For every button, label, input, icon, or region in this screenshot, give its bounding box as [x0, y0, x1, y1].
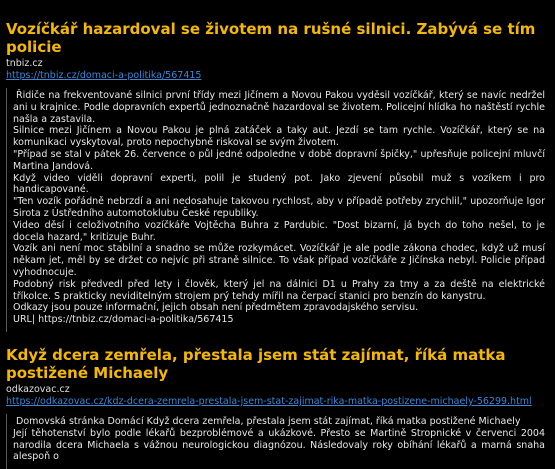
article-source: odkazovac.cz: [6, 383, 70, 395]
paragraph: Její těhotenství bylo podle lékařů bezproblémové a ukázkové. Přesto se Martině Stropnické v červenci 2004 narodila dcera Michaela s vážnou neurologickou diagnózou. Následovaly roky obíhání lékařů a marná snaha alespoň o: [13, 427, 545, 463]
paragraph-url: URL| https://tnbiz.cz/domaci-a-politika/567415: [13, 314, 234, 326]
article-body: [6, 88, 551, 332]
article-title: Vozíčkář hazardoval se životem na rušné silnici. Zabývá se tím policie: [6, 20, 536, 56]
paragraph: Vozík ani není moc stabilní a snadno se může rozkymácet. Vozíčkář je ale podle zákona chodec, když už musí někam jet, měl by se držet co nejvíc při straně silnice. To však případ vozíčkáře z Jičínska nebyl. Policie případ vyhodnocuje.: [13, 243, 545, 278]
article-title: Když dcera zemřela, přestala jsem stát zajímat, říká matka postižené Michaely: [6, 345, 506, 382]
paragraph: "Případ se stal v pátek 26. července o půl jedné odpoledne v době dopravní špičky," upřesňuje policejní mluvčí Martina Jandová.: [13, 148, 545, 172]
paragraph: Řidiče na frekventované silnici první třídy mezi Jičínem a Novou Pakou vyděsil vozíčkář, který se navíc nedržel ani u krajnice. Podle dopravních expertů jednoznačně hazardoval se životem. Policejní hlídka ho naštěstí rychle našla a zastavila.: [13, 90, 545, 125]
article-2: [0, 332, 555, 469]
paragraph: Silnice mezi Jičínem a Novou Pakou je plná zatáček a taky aut. Jezdí se tam rychle. Vozíčkář, který se na komunikaci vyskytoval, proto nepochybně riskoval se svým životem.: [13, 125, 545, 149]
paragraph: Když video viděli dopravní experti, polil je studený pot. Jako zjevení působil muž s vozíkem i pro handicapované.: [13, 172, 545, 196]
article-link[interactable]: https://odkazovac.cz/kdz-dcera-zemrela-prestala-jsem-stat-zajimat-rika-matka-postizene-michaely-56299.html: [6, 395, 532, 407]
paragraph: "Ten vozík pořádně nebrzdí a ani nedosahuje takovou rychlost, aby v případě potřeby zrychlil," upozorňuje Igor Sirota z Ústředního automotoklubu České republiky.: [13, 196, 545, 219]
paragraph: Video děsí i celoživotního vozíčkáře Vojtěcha Buhra z Pardubic. "Dost bizarní, já bych do toho nešel, to je docela hazard," kritizuje Buhr.: [13, 219, 545, 243]
paragraph: Odkazy jsou pouze informační, jejich obsah není předmětem zpravodajského servisu.: [13, 302, 419, 314]
article-body: [6, 414, 551, 469]
article-link[interactable]: https://tnbiz.cz/domaci-a-politika/567415: [6, 70, 202, 81]
paragraph: Podobný risk předvedl před lety i člověk, který jel na dálnici D1 u Prahy za tmy a za deště na elektrické tříkolce. S prakticky neviditelným strojem prý tehdy mířil na čerpací stanici pro benzín do kanystru.: [13, 278, 545, 302]
article-source: tnbiz.cz: [6, 58, 43, 69]
paragraph: Domovská stránka Domácí Když dcera zemřela, přestala jsem stát zajímat, říká matka postižené Michaely: [16, 415, 521, 427]
